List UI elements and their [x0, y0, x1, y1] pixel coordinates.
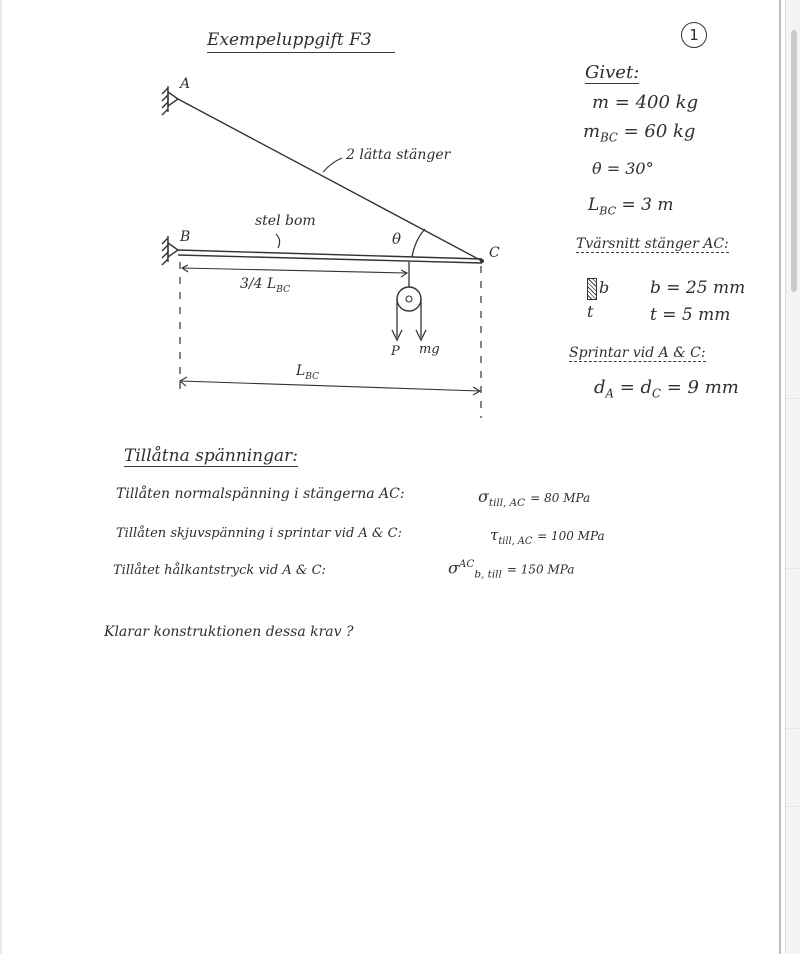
given-theta: θ = 30°	[592, 159, 654, 178]
page-number: 1	[689, 26, 699, 44]
given-l-bc: $L_{BC} = 3$ m	[588, 195, 674, 218]
given-b: b = 25 mm	[650, 278, 746, 298]
dim-3-4-arrow-right	[401, 270, 407, 277]
rod-AC	[178, 99, 482, 261]
pin-C	[480, 259, 484, 263]
given-heading: Givet:	[585, 62, 640, 83]
scroll-marker	[786, 398, 800, 399]
support-A	[162, 86, 178, 115]
pulley	[397, 287, 421, 311]
label-theta: θ	[392, 230, 402, 248]
label-B: B	[180, 229, 191, 245]
beam-BC-top	[178, 250, 482, 259]
pulley-center	[406, 296, 412, 302]
support-B	[162, 236, 178, 265]
cross-section-t-label: t	[587, 302, 594, 321]
given-m: m = 400 kg	[592, 92, 699, 113]
allowed-value-1: $\sigma_{till, AC} = 80$ MPa	[478, 487, 591, 510]
label-P: P	[391, 344, 400, 359]
label-mg: mg	[419, 342, 440, 357]
beam-BC-bottom	[178, 255, 482, 263]
rods-pointer	[323, 158, 342, 172]
question: Klarar konstruktionen dessa krav ?	[104, 624, 354, 640]
angle-arc	[412, 229, 425, 257]
scroll-marker	[786, 728, 800, 729]
scroll-marker	[786, 568, 800, 569]
label-C: C	[489, 245, 500, 261]
allowed-value-2: $\tau_{till, AC} = 100$ MPa	[490, 526, 605, 547]
allowed-line-1: Tillåten normalspänning i stängerna AC:	[116, 486, 405, 502]
allowed-heading: Tillåtna spänningar:	[124, 446, 299, 466]
label-A: A	[180, 76, 191, 92]
cross-section-b-label: b	[599, 278, 610, 297]
label-3-4-LBC: 3/4 $L_{BC}$	[240, 276, 291, 295]
dim-LBC-line	[180, 381, 480, 391]
beam-pointer	[276, 234, 280, 248]
page-title-text: Exempeluppgift F3	[207, 30, 372, 50]
label-LBC: $L_{BC}$	[296, 363, 320, 382]
cross-section-icon	[587, 278, 597, 300]
label-beam: stel bom	[255, 213, 316, 229]
given-m-bc: $m_{BC} = 60$ kg	[583, 121, 696, 145]
scroll-marker	[786, 806, 800, 807]
dim-3-4-line	[182, 268, 407, 273]
scrollbar-thumb[interactable]	[791, 30, 797, 292]
given-t: t = 5 mm	[650, 305, 731, 325]
cross-section-heading: Tvärsnitt stänger AC:	[576, 236, 729, 252]
allowed-value-3: $\sigma^{AC}_{b, till} = 150$ MPa	[448, 558, 575, 581]
label-rods: 2 lätta stänger	[346, 147, 451, 163]
pins-heading: Sprintar vid A & C:	[569, 345, 706, 361]
allowed-line-3: Tillåtet hålkantstryck vid A & C:	[113, 563, 326, 578]
vertical-scrollbar[interactable]	[785, 0, 800, 954]
allowed-line-2: Tillåten skjuvspänning i sprintar vid A & C:	[116, 526, 402, 541]
given-d: $d_A = d_C = 9$ mm	[594, 377, 739, 401]
